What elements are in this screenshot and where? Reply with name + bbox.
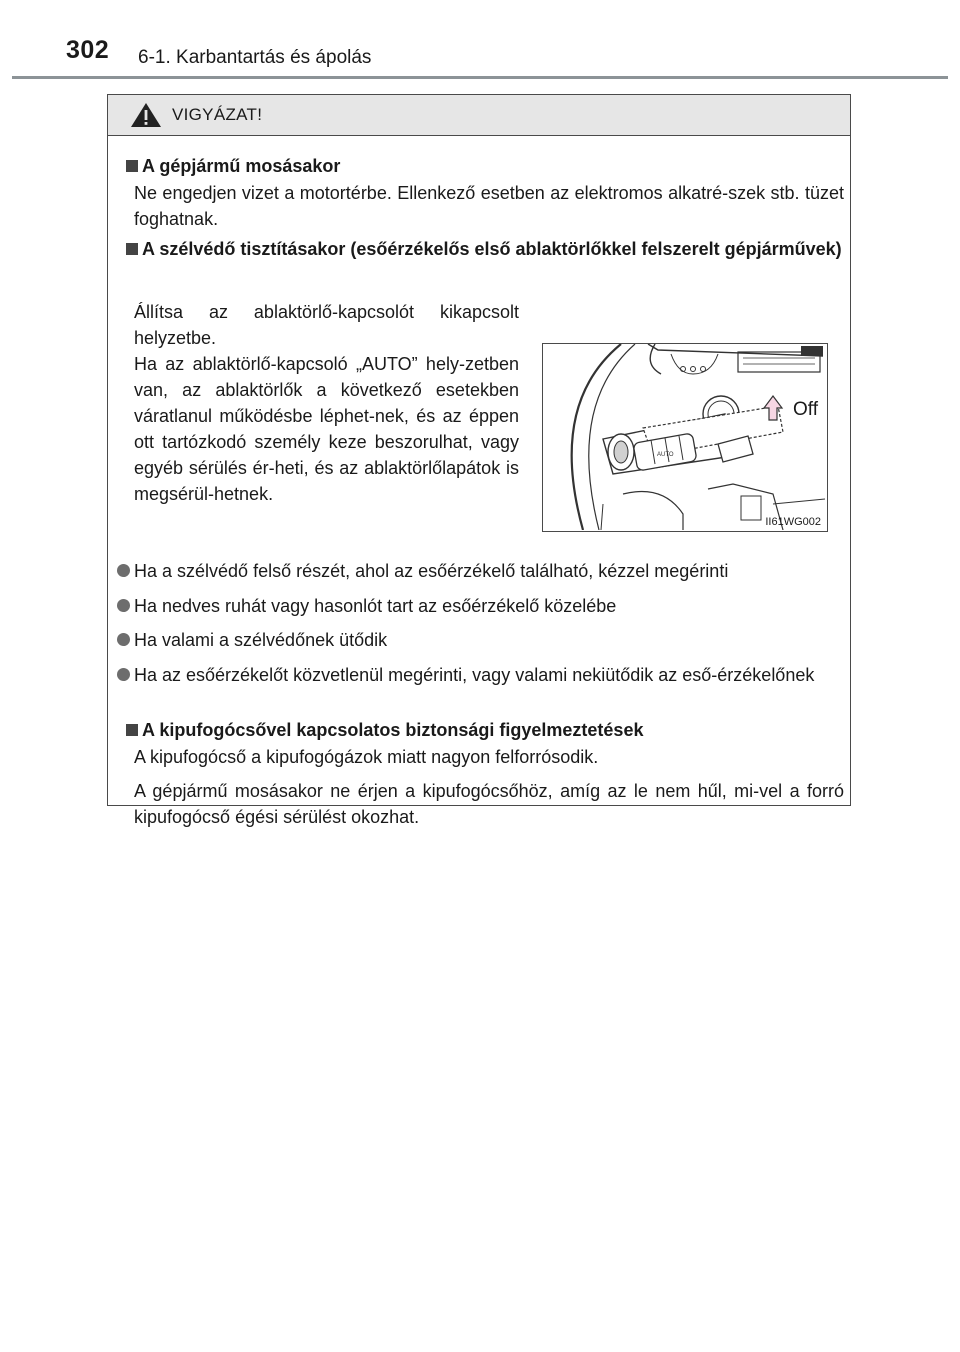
caution-box — [107, 94, 851, 827]
round-bullet-icon — [117, 668, 130, 681]
round-bullet-icon — [117, 599, 130, 612]
section-heading-washing: A gépjármű mosásakor — [126, 153, 846, 180]
warning-triangle-icon — [130, 102, 162, 128]
wiper-switch-instruction: Állítsa az ablaktörlő-kapcsolót kikapcsolt helyzetbe. — [134, 302, 519, 348]
figure-id: II61WG002 — [765, 516, 821, 528]
bullet-item: Ha az esőérzékelőt közvetlenül megérinti, vagy valami nekiütődik az eső-érzékelőnek — [116, 662, 846, 688]
bullet-item: Ha a szélvédő felső részét, ahol az esőérzékelő található, kézzel megérinti — [116, 558, 846, 584]
square-bullet-icon — [126, 160, 138, 172]
page-number: 302 — [66, 36, 110, 64]
section-heading-exhaust: A kipufogócsővel kapcsolatos biztonsági figyelmeztetések — [126, 717, 846, 744]
off-label: Off — [793, 399, 818, 420]
section-title: 6-1. Karbantartás és ápolás — [138, 47, 372, 68]
section-heading-windshield: A szélvédő tisztításakor (esőérzékelős első ablaktörlőkkel felszerelt gépjárművek) — [126, 236, 846, 263]
washing-text: Ne engedjen vizet a motortérbe. Ellenkező esetben az elektromos alkatré-szek stb. tüzet foghatnak. — [134, 183, 844, 229]
square-bullet-icon — [126, 724, 138, 736]
wiper-switch-illustration — [543, 344, 826, 530]
round-bullet-icon — [117, 633, 130, 646]
caution-label: VIGYÁZAT! — [172, 105, 263, 124]
page-header — [0, 0, 960, 80]
exhaust-hot-text: A kipufogócső a kipufogógázok miatt nagyon felforrósodik. — [134, 747, 599, 767]
bullet-item: Ha nedves ruhát vagy hasonlót tart az esőérzékelő közelébe — [116, 593, 846, 619]
square-bullet-icon — [126, 243, 138, 255]
wiper-auto-warning: Ha az ablaktörlő-kapcsoló „AUTO” hely-zetben van, az ablaktörlők a következő esetekben váratlanul működésbe léphet-nek, és az éppen ott tartózkodó személy keze beszorulhat, vagy egyéb sérülés ér-heti, és az ablaktörlőlapátok is megsérül-hetnek. — [134, 354, 519, 504]
exhaust-washing-text: A gépjármű mosásakor ne érjen a kipufogócsőhöz, amíg az le nem hűl, mi-vel a forró kipufogócső égési sérülést okozhat. — [134, 781, 844, 827]
round-bullet-icon — [117, 564, 130, 577]
header-divider — [12, 76, 948, 79]
wiper-switch-figure — [542, 343, 828, 532]
caution-header — [108, 95, 850, 136]
svg-text:AUTO: AUTO — [657, 452, 674, 458]
bullet-item: Ha valami a szélvédőnek ütődik — [116, 627, 846, 653]
